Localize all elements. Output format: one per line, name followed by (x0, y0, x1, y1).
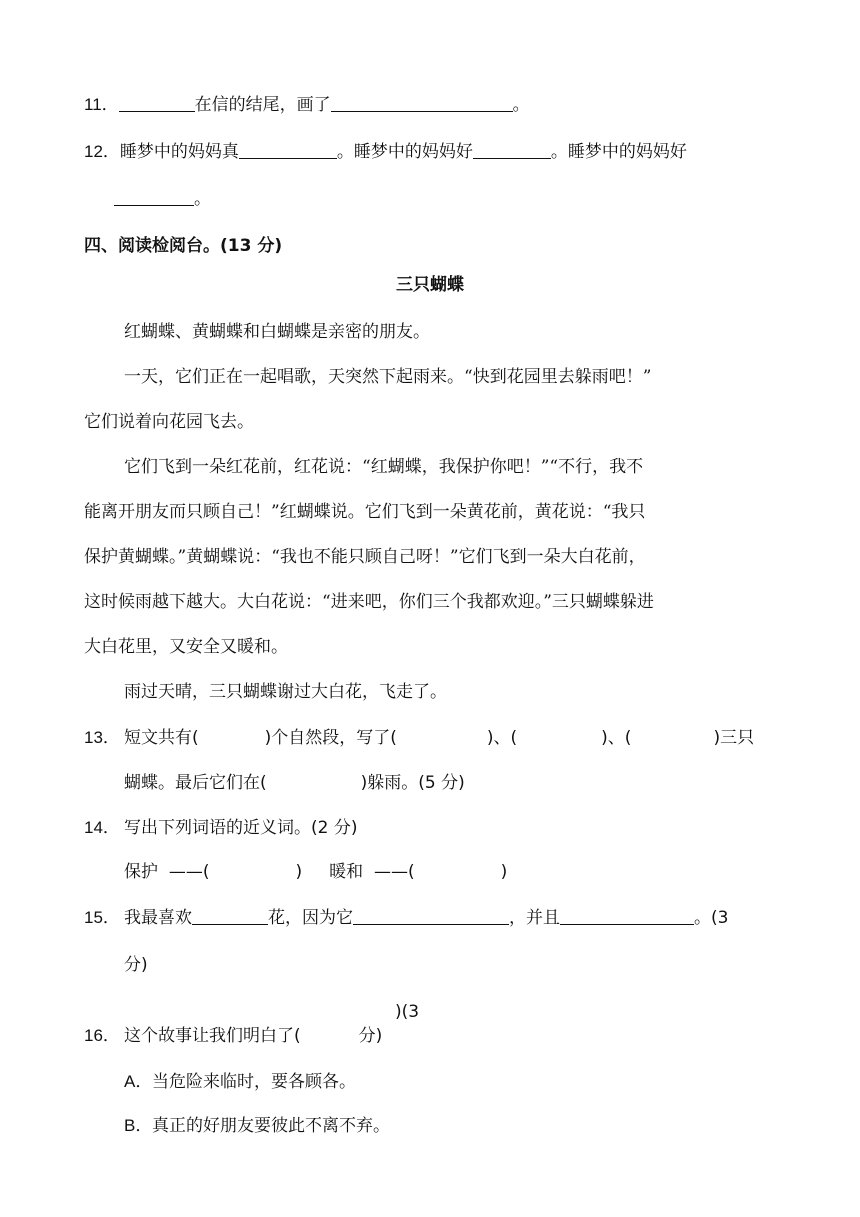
question-text: 。睡梦中的妈妈好 (550, 142, 687, 162)
question-text: 。睡梦中的妈妈好 (336, 142, 473, 162)
answer-blank[interactable] (114, 187, 194, 206)
story-title: 三只蝴蝶 (396, 275, 464, 295)
question-text: 写出下列词语的近义词。(2 分) (124, 818, 358, 838)
option-letter: A． (124, 1072, 153, 1091)
score-text: 分) (358, 1026, 383, 1046)
question-text: )三只 (713, 728, 755, 748)
paren-close: ) (500, 862, 508, 882)
story-line: 保护黄蝴蝶。”黄蝴蝶说：“我也不能只顾自己呀！”它们飞到一朵大白花前， (84, 547, 646, 567)
option-text: 当危险来临时，要各顾各。 (152, 1072, 356, 1092)
question-text: 。(3 (694, 908, 729, 928)
word: 保护 (124, 862, 158, 882)
question-text: )、( (486, 728, 518, 748)
question-text: 花，因为它 (268, 908, 353, 928)
punctuation: 。 (512, 95, 530, 115)
dash: ——( (168, 862, 210, 882)
question-number: 12． (84, 142, 120, 161)
question-13-line2 (124, 771, 465, 795)
question-text: )、( (601, 728, 632, 748)
question-number: 16． (84, 1026, 120, 1045)
question-11 (84, 93, 530, 117)
question-12-line2 (114, 187, 211, 211)
story-line: 这时候雨越下越大。大白花说：“进来吧，你们三个我都欢迎。”三只蝴蝶躲进 (84, 592, 654, 612)
question-text: )躲雨。(5 分) (360, 773, 465, 793)
story-line: 它们飞到一朵红花前，红花说：“红蝴蝶，我保护你吧！”“不行，我不 (124, 457, 644, 477)
question-text: 睡梦中的妈妈真 (119, 142, 239, 162)
question-15 (84, 906, 728, 930)
dash: ——( (373, 862, 415, 882)
story-line: 它们说着向花园飞去。 (84, 412, 254, 432)
question-number: 13． (84, 728, 120, 747)
question-15-score: 分) (124, 955, 148, 975)
question-text: 短文共有( (124, 728, 199, 748)
question-text: )个自然段，写了( (264, 728, 397, 748)
question-14 (84, 816, 357, 840)
answer-blank[interactable] (239, 140, 337, 159)
answer-blank[interactable] (192, 906, 268, 925)
question-text: 这个故事让我们明白了( (124, 1026, 301, 1046)
punctuation: 。 (194, 189, 211, 209)
answer-blank[interactable] (560, 906, 694, 925)
answer-blank[interactable] (119, 93, 195, 112)
story-line: 红蝴蝶、黄蝴蝶和白蝴蝶是亲密的朋友。 (124, 322, 430, 342)
question-text: 我最喜欢 (124, 908, 192, 928)
question-text: 在信的结尾，画了 (194, 95, 331, 115)
answer-blank[interactable] (353, 906, 509, 925)
paren-close: ) (295, 862, 303, 882)
answer-blank[interactable] (331, 93, 513, 112)
answer-blank[interactable] (473, 140, 551, 159)
story-line: 雨过天晴，三只蝴蝶谢过大白花，飞走了。 (124, 682, 447, 702)
question-text: 蝴蝶。最后它们在( (124, 773, 267, 793)
question-number: 14． (84, 818, 120, 837)
question-16-score-top: )(3 (395, 1002, 420, 1022)
question-text: ，并且 (509, 908, 560, 928)
question-12 (84, 140, 687, 164)
question-13 (84, 726, 754, 750)
word: 暖和 (329, 862, 364, 882)
option-letter: B． (124, 1116, 153, 1135)
story-line: 能离开朋友而只顾自己！”红蝴蝶说。它们飞到一朵黄花前，黄花说：“我只 (84, 502, 646, 522)
section-heading: 四、阅读检阅台。(13 分) (84, 236, 283, 256)
story-line: 一天，它们正在一起唱歌，天突然下起雨来。“快到花园里去躲雨吧！” (124, 367, 652, 387)
option-a[interactable] (124, 1070, 356, 1094)
question-16 (84, 1024, 382, 1048)
question-number: 15． (84, 908, 120, 927)
option-b[interactable] (124, 1114, 390, 1138)
question-number: 11． (84, 95, 119, 114)
synonym-row (124, 860, 507, 884)
story-line: 大白花里，又安全又暖和。 (84, 637, 288, 657)
option-text: 真正的好朋友要彼此不离不弃。 (152, 1116, 390, 1136)
